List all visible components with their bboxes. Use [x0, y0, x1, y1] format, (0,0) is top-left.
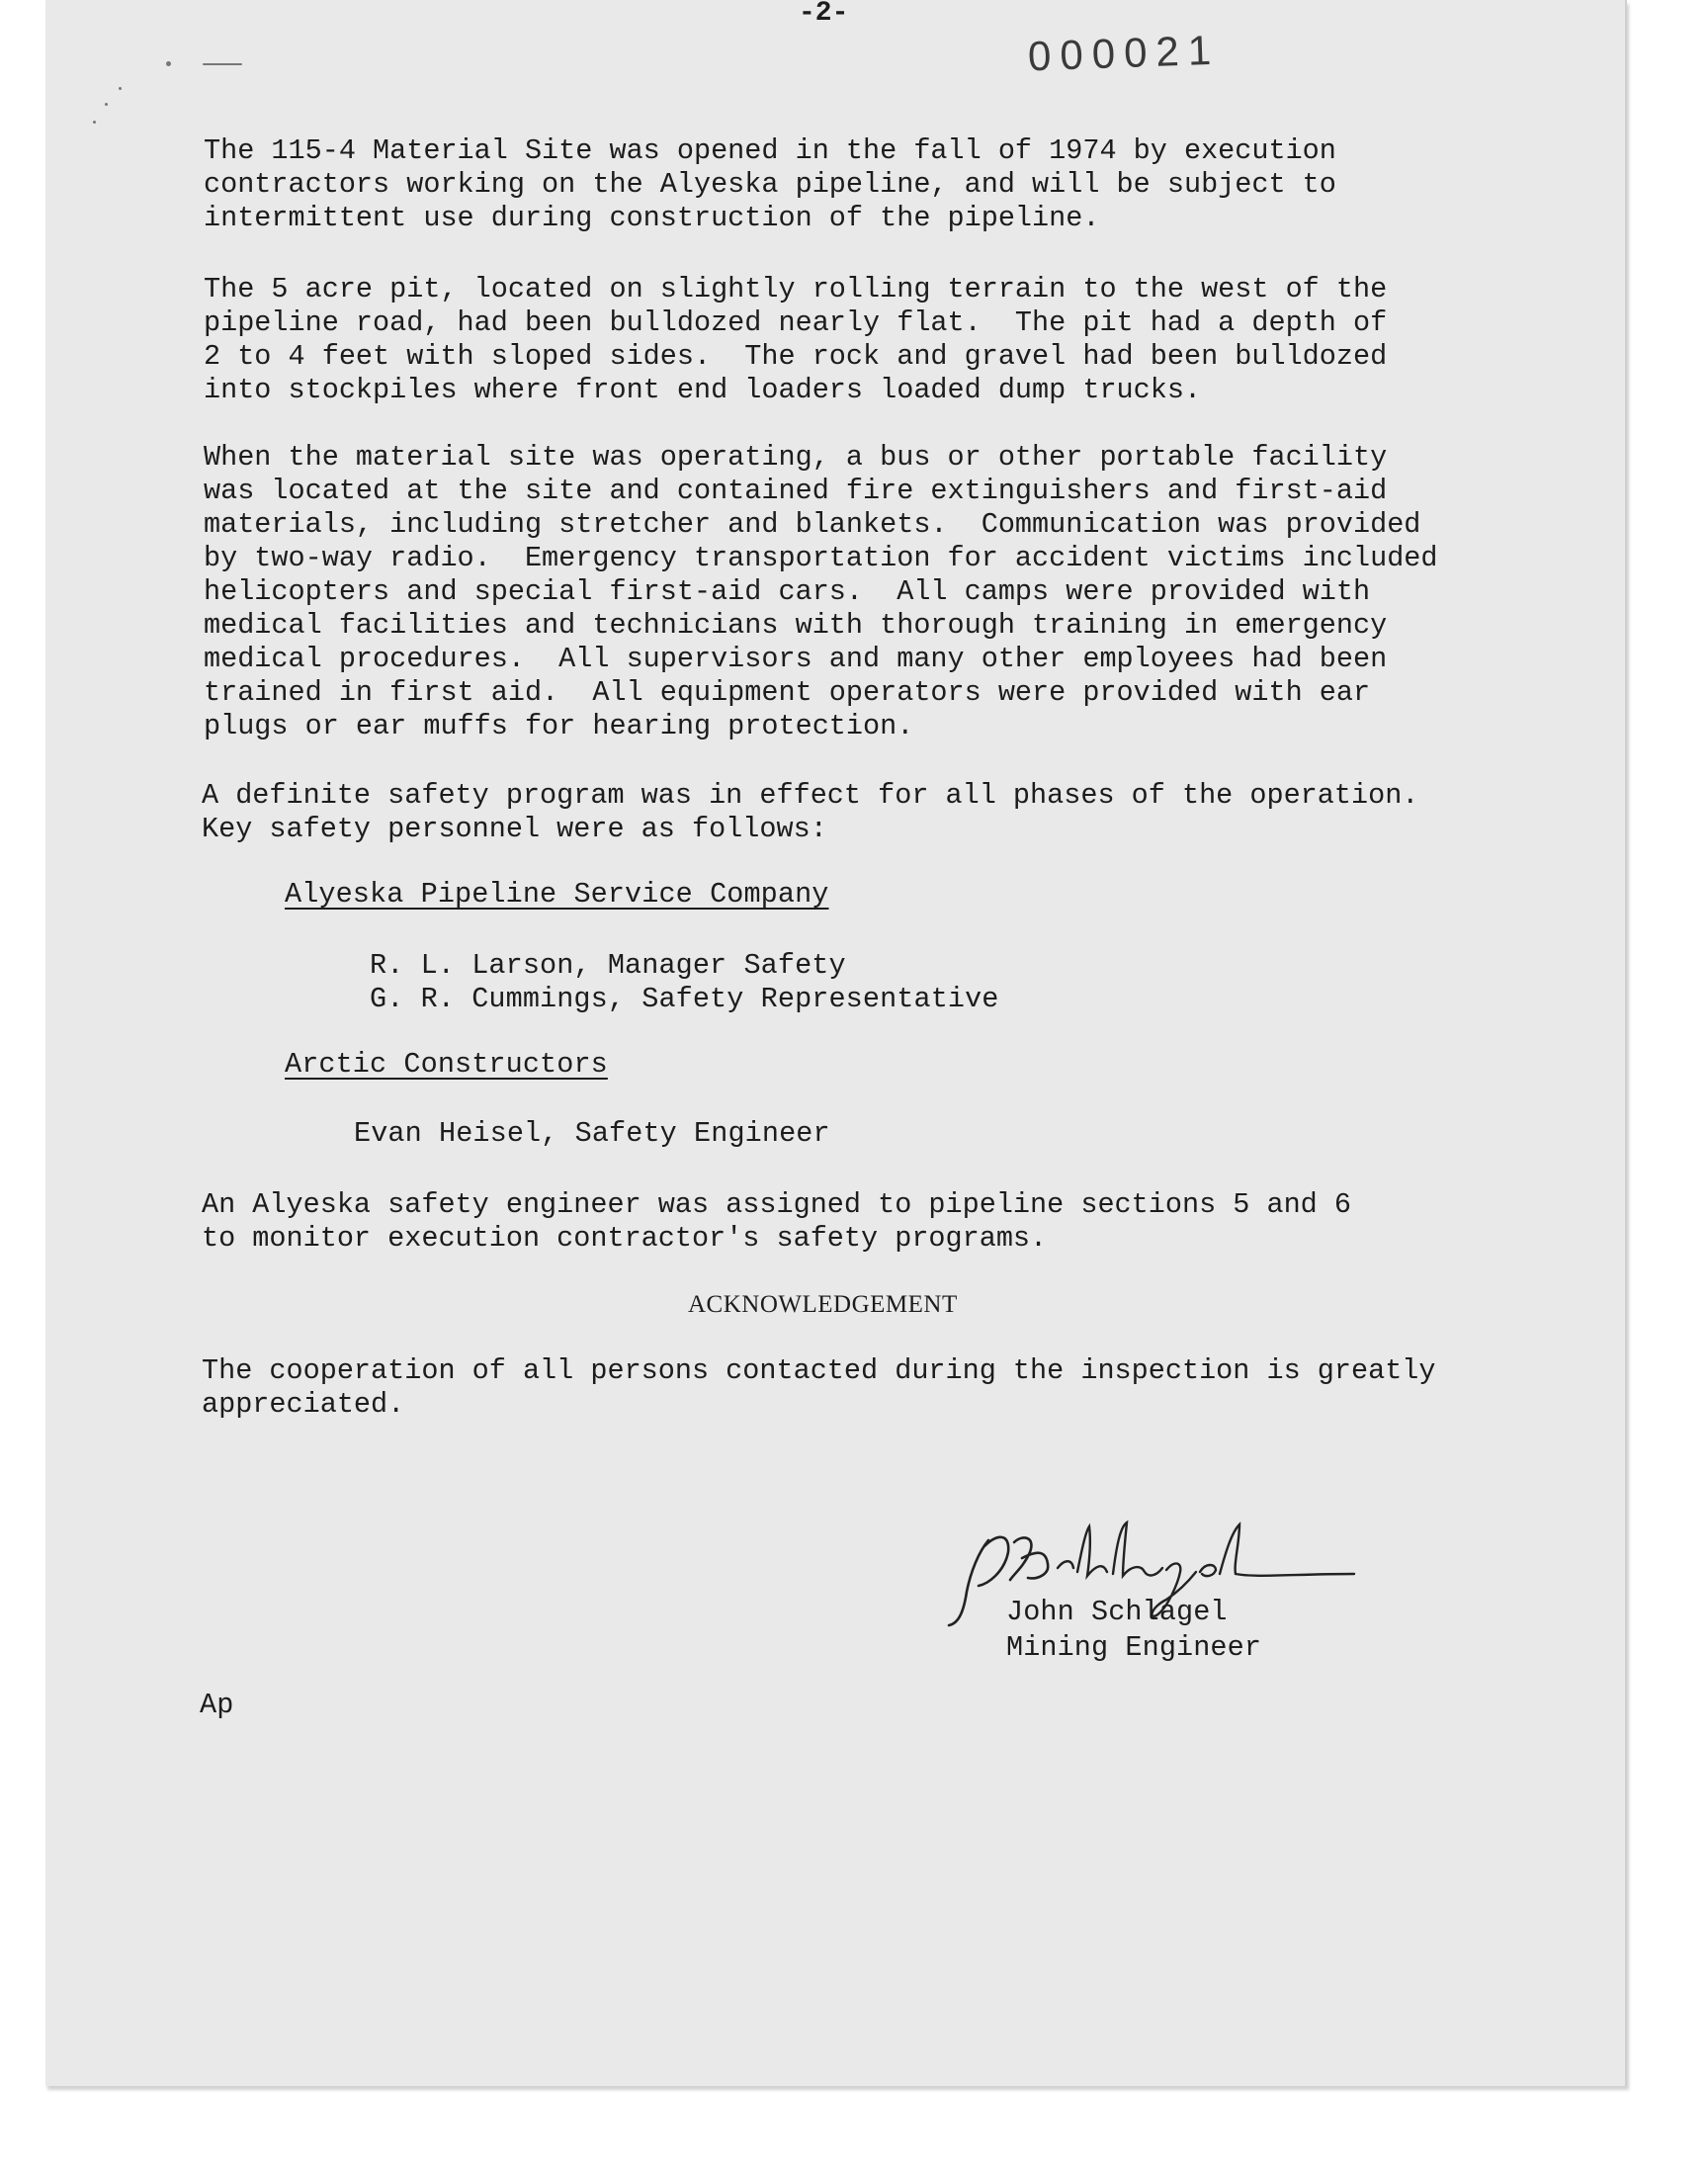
- paragraph-intro: [204, 134, 1336, 235]
- text-line: The 115-4 Material Site was opened in the fall of 1974 by execution: [204, 134, 1336, 167]
- org-heading-arctic: Arctic Constructors: [285, 1048, 608, 1081]
- personnel-entry: G. R. Cummings, Safety Representative: [370, 983, 999, 1015]
- scan-speck: [105, 103, 108, 106]
- text-line: plugs or ear muffs for hearing protection.: [204, 710, 914, 742]
- text-line: trained in first aid. All equipment operators were provided with ear: [204, 676, 1371, 709]
- scan-speck: [119, 87, 122, 90]
- paragraph-pit: [204, 273, 1387, 407]
- text-line: When the material site was operating, a bus or other portable facility: [204, 441, 1388, 474]
- personnel-entry: Evan Heisel, Safety Engineer: [354, 1117, 830, 1150]
- scan-speck: [93, 121, 96, 124]
- text-line: The cooperation of all persons contacted during the inspection is greatly: [202, 1354, 1436, 1387]
- text-line: contractors working on the Alyeska pipeline, and will be subject to: [204, 168, 1336, 201]
- page-number: -2-: [799, 0, 849, 29]
- text-line: Key safety personnel were as follows:: [202, 813, 827, 845]
- text-line: The 5 acre pit, located on slightly rolling terrain to the west of the: [204, 273, 1388, 305]
- paragraph-acknowledgement: [202, 1354, 1436, 1422]
- paragraph-safety-program: [202, 779, 1418, 846]
- text-line: helicopters and special first-aid cars. All camps were provided with: [204, 575, 1371, 608]
- text-line: intermittent use during construction of the pipeline.: [204, 202, 1100, 234]
- text-line: appreciated.: [202, 1388, 405, 1421]
- signer-name: John Schlagel: [1006, 1596, 1228, 1628]
- typist-initials: Ap: [200, 1689, 234, 1721]
- stamp-number: 000021: [1027, 26, 1221, 80]
- text-line: by two-way radio. Emergency transportation for accident victims included: [204, 542, 1438, 574]
- text-line: medical facilities and technicians with thorough training in emergency: [204, 609, 1388, 642]
- text-line: into stockpiles where front end loaders loaded dump trucks.: [204, 374, 1202, 406]
- text-line: 2 to 4 feet with sloped sides. The rock and gravel had been bulldozed: [204, 340, 1388, 373]
- paragraph-facilities: [204, 441, 1438, 743]
- text-line: to monitor execution contractor's safety programs.: [202, 1222, 1048, 1255]
- text-line: materials, including stretcher and blankets. Communication was provided: [204, 508, 1421, 541]
- text-line: An Alyeska safety engineer was assigned to pipeline sections 5 and 6: [202, 1188, 1351, 1221]
- org-heading-alyeska: Alyeska Pipeline Service Company: [285, 878, 829, 911]
- personnel-entry: R. L. Larson, Manager Safety: [370, 949, 846, 982]
- text-line: medical procedures. All supervisors and many other employees had been: [204, 643, 1388, 675]
- scan-speck: [166, 61, 171, 66]
- paragraph-engineer: [202, 1188, 1351, 1256]
- signer-title: Mining Engineer: [1006, 1631, 1262, 1664]
- acknowledgement-heading: ACKNOWLEDGEMENT: [688, 1291, 958, 1318]
- scan-speck: [203, 63, 242, 65]
- text-line: was located at the site and contained fire extinguishers and first-aid: [204, 475, 1388, 507]
- text-line: pipeline road, had been bulldozed nearly flat. The pit had a depth of: [204, 306, 1388, 339]
- text-line: A definite safety program was in effect for all phases of the operation.: [202, 779, 1419, 812]
